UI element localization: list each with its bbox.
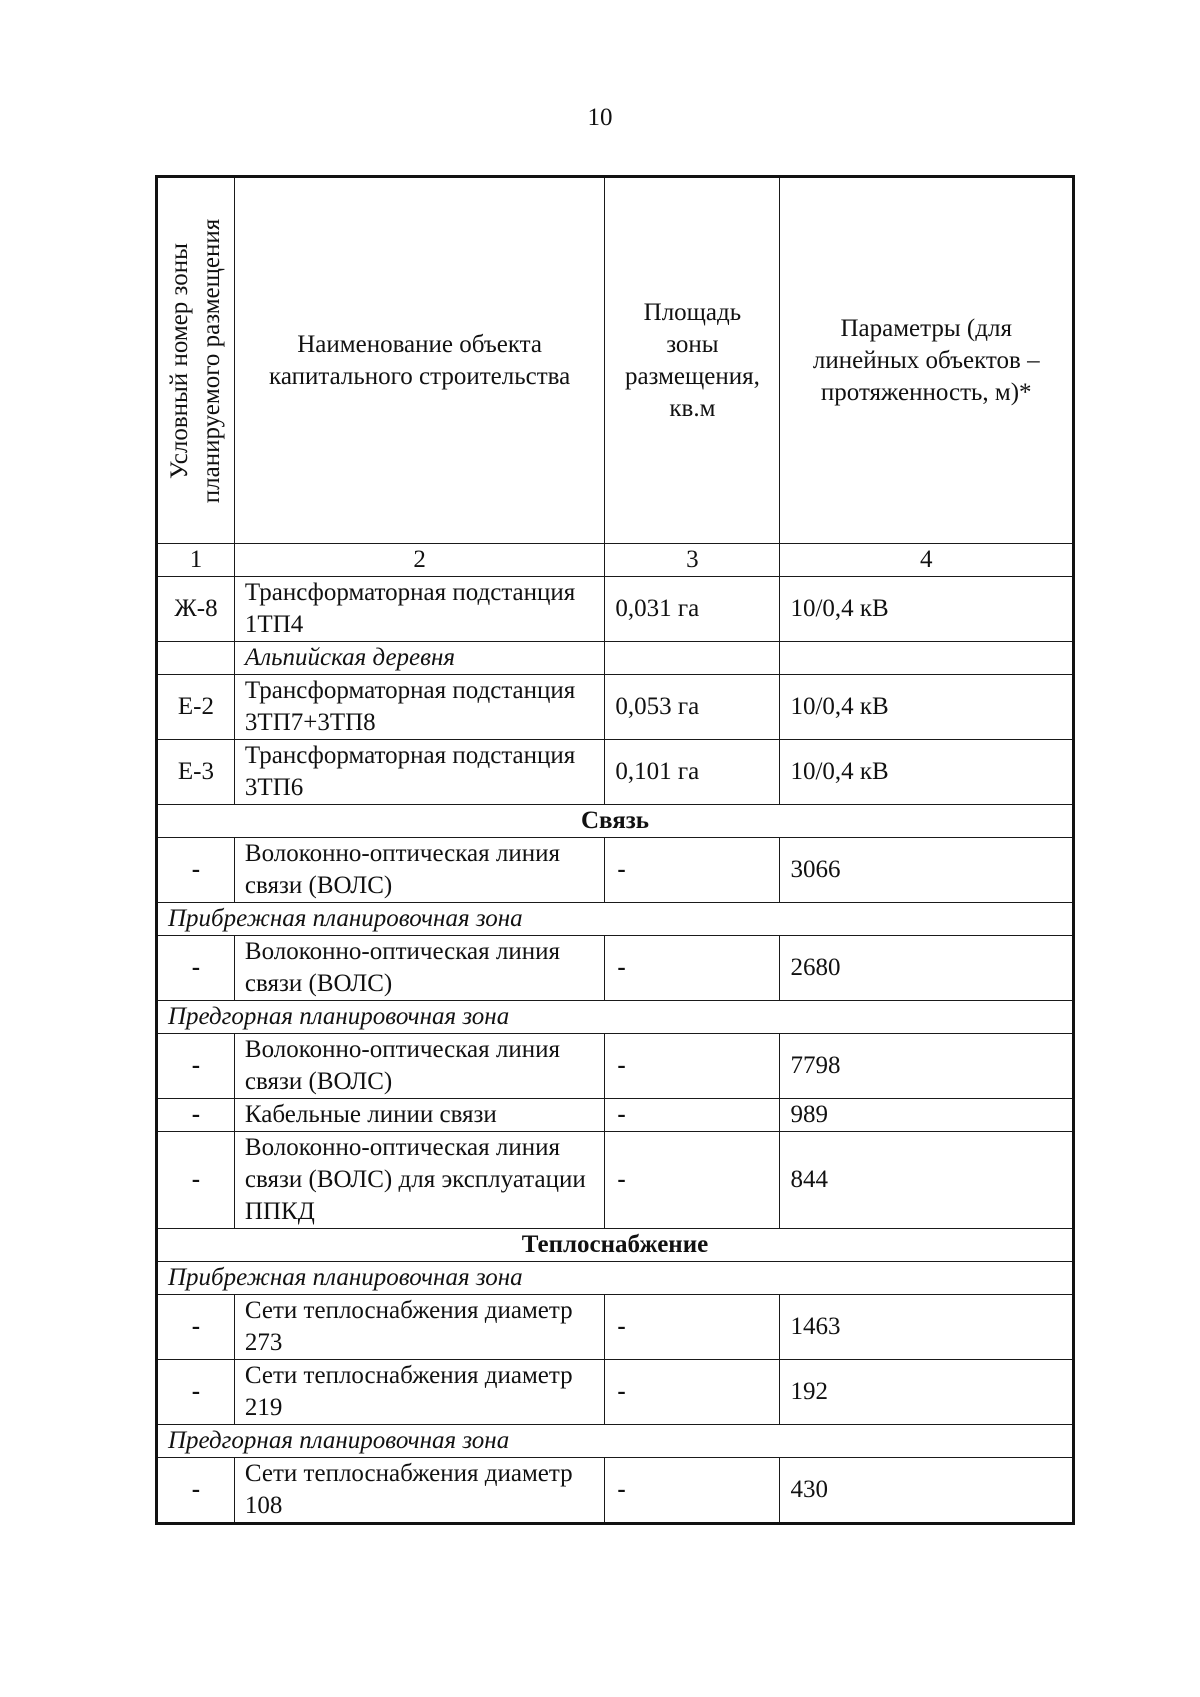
section-row [157,805,1074,838]
zone-cell: - [157,1360,235,1425]
name-cell: Трансформаторная подстанция 1ТП4 [234,577,604,642]
param-cell: 192 [780,1360,1074,1425]
area-cell: 0,031 га [605,577,780,642]
table-row [157,1099,1074,1132]
subheading-cell: Альпийская деревня [234,642,604,675]
param-cell: 3066 [780,838,1074,903]
table-row [157,642,1074,675]
table-row [157,740,1074,805]
area-cell: - [605,1360,780,1425]
zone-cell: - [157,1295,235,1360]
area-cell: - [605,838,780,903]
zone-row [157,1262,1074,1295]
table-row [157,675,1074,740]
table-row [157,1034,1074,1099]
zone-row [157,903,1074,936]
name-cell: Сети теплоснабжения диаметр 273 [234,1295,604,1360]
param-cell: 2680 [780,936,1074,1001]
section-heading-heat: Теплоснабжение [157,1229,1074,1262]
name-cell: Сети теплоснабжения диаметр 219 [234,1360,604,1425]
header-zone-number-text: Условный номер зоны планируемого размещения [165,218,225,503]
col-number: 1 [157,544,235,577]
area-cell: 0,053 га [605,675,780,740]
name-cell: Кабельные линии связи [234,1099,604,1132]
table-row [157,936,1074,1001]
zone-cell: Ж-8 [157,577,235,642]
table-header-row [157,177,1074,544]
zone-cell: Е-2 [157,675,235,740]
col-number: 4 [780,544,1074,577]
zone-cell: - [157,838,235,903]
empty-cell [605,642,780,675]
area-cell: 0,101 га [605,740,780,805]
header-parameters: Параметры (для линейных объектов – протяженность, м)* [780,177,1074,544]
area-cell: - [605,936,780,1001]
param-cell: 1463 [780,1295,1074,1360]
area-cell: - [605,1132,780,1229]
zone-heading: Прибрежная планировочная зона [157,1262,1074,1295]
param-cell: 430 [780,1458,1074,1524]
area-cell: - [605,1458,780,1524]
table-row [157,838,1074,903]
header-zone-number [157,177,235,544]
area-cell: - [605,1034,780,1099]
param-cell: 844 [780,1132,1074,1229]
name-cell: Трансформаторная подстанция 3ТП7+3ТП8 [234,675,604,740]
section-row [157,1229,1074,1262]
zone-cell: - [157,1132,235,1229]
name-cell: Волоконно-оптическая линия связи (ВОЛС) [234,838,604,903]
empty-cell [780,642,1074,675]
table-row [157,577,1074,642]
area-cell: - [605,1295,780,1360]
name-cell: Волоконно-оптическая линия связи (ВОЛС) [234,936,604,1001]
col-number: 2 [234,544,604,577]
table-row [157,1295,1074,1360]
name-cell: Волоконно-оптическая линия связи (ВОЛС) [234,1034,604,1099]
zone-row [157,1425,1074,1458]
zone-cell: - [157,1458,235,1524]
area-cell: - [605,1099,780,1132]
param-cell: 10/0,4 кВ [780,740,1074,805]
zone-cell: - [157,1099,235,1132]
col-number: 3 [605,544,780,577]
empty-cell [157,642,235,675]
zone-heading: Прибрежная планировочная зона [157,903,1074,936]
param-cell: 10/0,4 кВ [780,675,1074,740]
name-cell: Трансформаторная подстанция 3ТП6 [234,740,604,805]
section-heading-svyaz: Связь [157,805,1074,838]
column-number-row [157,544,1074,577]
zone-cell: - [157,936,235,1001]
table-row [157,1458,1074,1524]
param-cell: 10/0,4 кВ [780,577,1074,642]
name-cell: Волоконно-оптическая линия связи (ВОЛС) для эксплуатации ППКД [234,1132,604,1229]
zone-row [157,1001,1074,1034]
name-cell: Сети теплоснабжения диаметр 108 [234,1458,604,1524]
page-number: 10 [587,104,613,131]
header-object-name: Наименование объекта капитального строительства [234,177,604,544]
param-cell: 7798 [780,1034,1074,1099]
header-area: Площадь зоны размещения, кв.м [605,177,780,544]
zone-heading: Предгорная планировочная зона [157,1425,1074,1458]
table-row [157,1132,1074,1229]
zone-cell: Е-3 [157,740,235,805]
table-row [157,1360,1074,1425]
zone-heading: Предгорная планировочная зона [157,1001,1074,1034]
param-cell: 989 [780,1099,1074,1132]
objects-table [155,175,1075,1525]
zone-cell: - [157,1034,235,1099]
